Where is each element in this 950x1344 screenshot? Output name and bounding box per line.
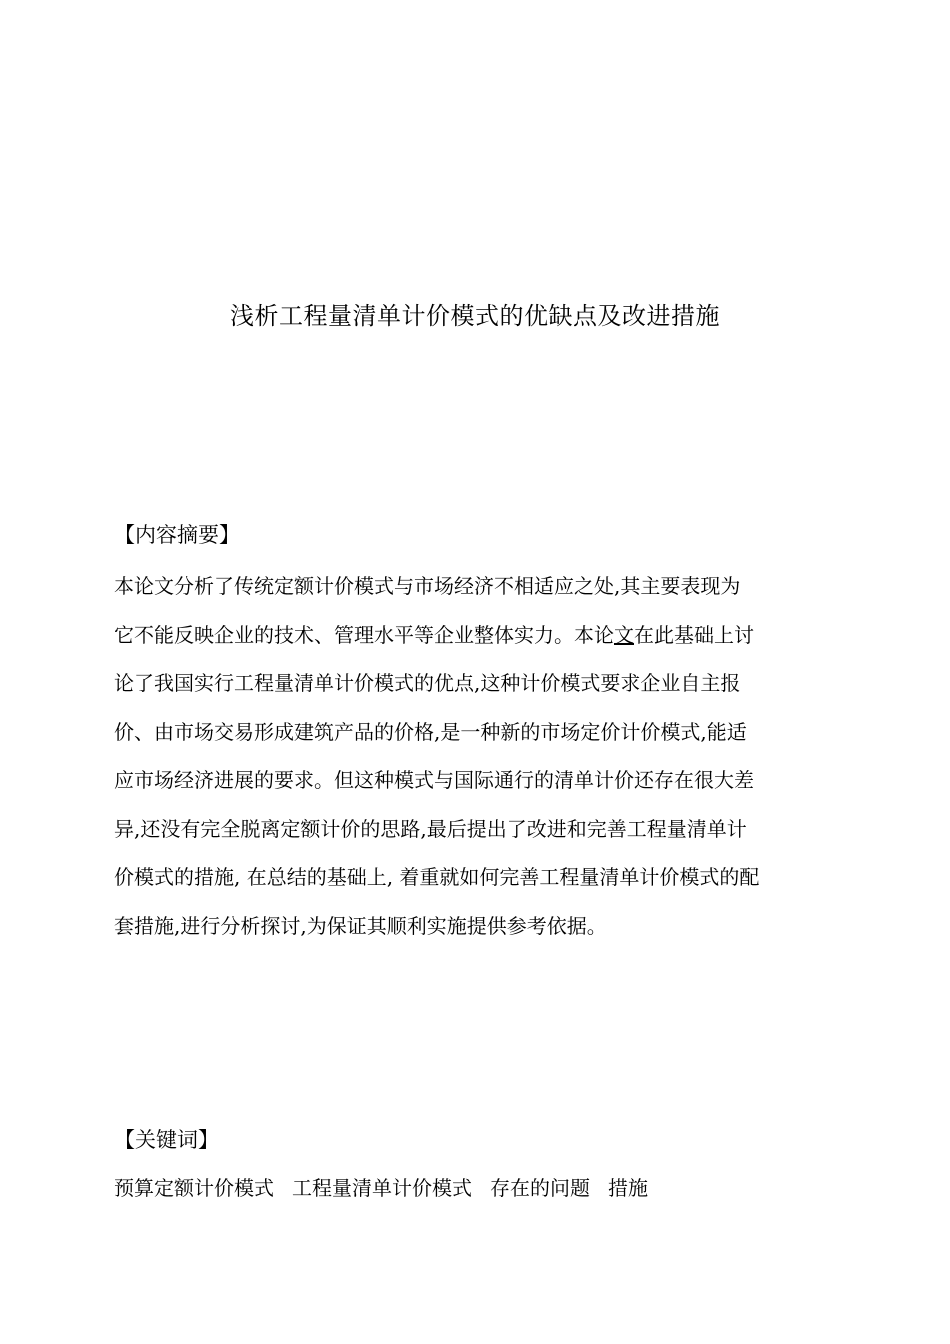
abstract-line: 价模式的措施, 在总结的基础上, 着重就如何完善工程量清单计价模式的配	[114, 865, 760, 889]
document-title: 浅析工程量清单计价模式的优缺点及改进措施	[230, 302, 720, 330]
abstract-line-segment: 在此基础上讨	[634, 622, 754, 647]
keyword: 预算定额计价模式	[114, 1176, 274, 1200]
keyword: 工程量清单计价模式	[292, 1176, 472, 1200]
abstract-line: 价、由市场交易形成建筑产品的价格,是一种新的市场定价计价模式,能适	[114, 719, 747, 744]
keywords-list	[114, 1166, 666, 1210]
keyword: 措施	[608, 1176, 648, 1200]
abstract-line: 套措施,进行分析探讨,为保证其顺利实施提供参考依据。	[114, 913, 607, 938]
abstract-line	[114, 611, 838, 660]
abstract-line: 本论文分析了传统定额计价模式与市场经济不相适应之处,其主要表现为	[114, 574, 741, 598]
keyword: 存在的问题	[490, 1176, 590, 1200]
abstract-line-segment: 它不能反映企业的技术、管理水平等企业整体实力。本论	[114, 622, 614, 647]
underlined-word: 文	[614, 622, 634, 647]
abstract-line: 论了我国实行工程量清单计价模式的优点,这种计价模式要求企业自主报	[114, 671, 741, 695]
keywords-heading: 【关键词】	[114, 1128, 219, 1152]
abstract-line: 应市场经济进展的要求。但这种模式与国际通行的清单计价还存在很大差	[114, 768, 754, 792]
abstract-body	[114, 562, 838, 950]
abstract-line: 异,还没有完全脱离定额计价的思路,最后提出了改进和完善工程量清单计	[114, 816, 747, 841]
abstract-heading: 【内容摘要】	[114, 523, 240, 547]
